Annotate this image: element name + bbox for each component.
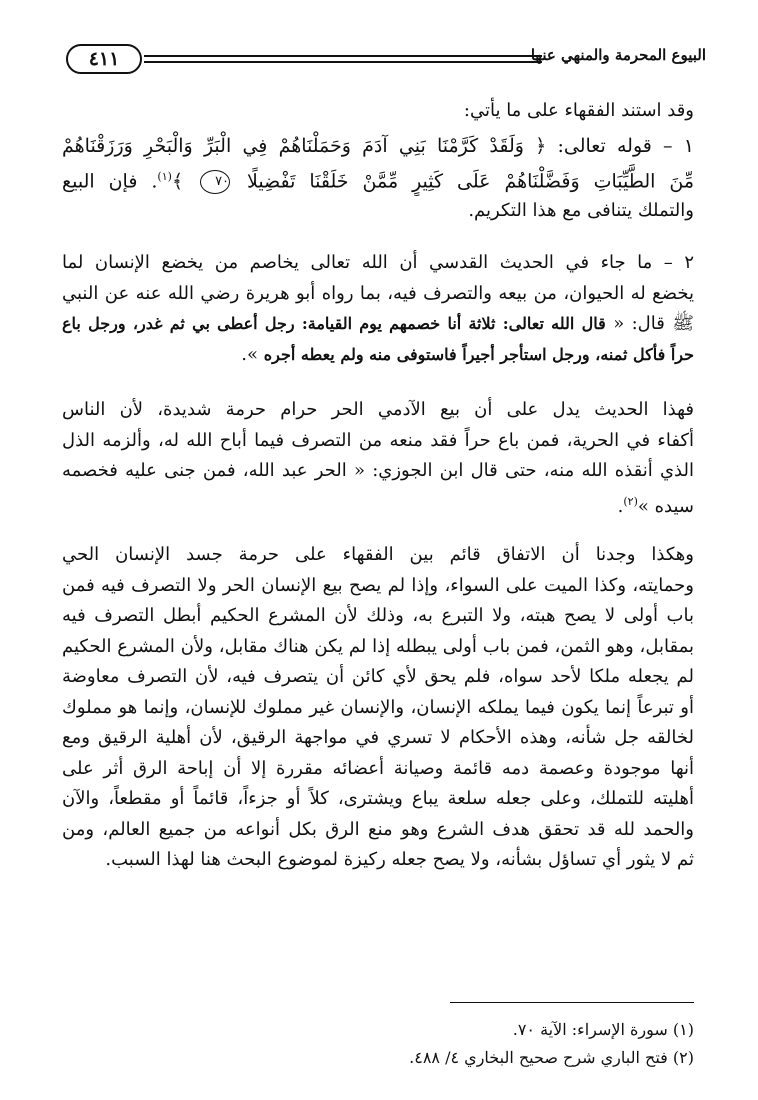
hadith-text-2: حراً فأكل ثمنه، ورجل استأجر أجيراً فاستوفى منه ولم يعطه أجره [263,344,694,364]
page-header [66,40,706,80]
quran-verse-end: مِّنَ الطَّيِّبَاتِ وَفَضَّلْنَاهُمْ عَلَى كَثِيرٍ مِّمَّنْ خَلَقْنَا تَفْضِيلًا [246,169,694,192]
quran-close-bracket: ﴾ [171,169,184,192]
para4-line: بمقابل، وهو الثمن، فمن باب أولى يبطله إذا لم يكن هناك مقابل، ولأن المشرع الحكيم [62,635,694,657]
para3-line1: فهذا الحديث يدل على أن بيع الآدمي الحر حرام حرمة شديدة، لأن الناس [62,399,694,420]
page-number: ٤١١ [66,44,142,74]
para4-line: وحمايته، وكذا الميت على السواء، وإذا لم يصح بيع الإنسان الحر ولا التصرف فيه فمن [62,574,694,596]
header-double-rule [144,55,542,63]
para4-line: أهليته للتملك، وعلى جعله سلعة يباع ويشترى، كلاً أو جزءاً، قائماً أو مقطعاً، والآن [62,788,694,809]
item2-line4 [62,340,694,371]
para4-line: أو تبرعاً إنما يكون فيما يملكه الإنسان، والإنسان غير مملوك للإنسان، وإنما هو مملوك [62,696,694,718]
para3-line4-end: . [617,495,624,517]
hadith-close-quote: ». [241,343,259,365]
item2-line3 [62,309,694,340]
item1-line1: ١ – قوله تعالى: ﴿ وَلَقَدْ كَرَّمْنَا بَنِي آدَمَ وَحَمَلْنَاهُمْ فِي الْبَرِّ وَالْبَحْرِ وَرَزَقْنَاهُمْ [62,135,694,157]
item2-line1: ٢ – ما جاء في الحديث القدسي أن الله تعالى يخاصم من يخضع الإنسان لما [62,252,694,273]
para4-line: ثم لا يثور أي تساؤل بشأنه، ولا يصح جعله ركيزة لموضوع البحث هنا لهذا السبب. [105,849,694,870]
footnote-2: (٢) فتح الباري شرح صحيح البخاري ٤/ ٤٨٨. [409,1048,694,1067]
footnote-separator [450,1002,694,1003]
item1-line3: والتملك يتنافى مع هذا التكريم. [468,200,694,222]
para4-line: لخالقه جل شأنه، وهذه الأحكام لا تسري في مواجهة الرقيق، لأن أهلية الرقيق ومع [62,727,694,748]
footnote-ref-2: (٢) [623,494,638,508]
item1-line2 [62,162,694,197]
paragraph-4 [62,540,694,876]
intro-line: وقد استند الفقهاء على ما يأتي: [463,100,694,121]
ayah-number-mark: ٧٠ [200,170,230,194]
para4-line: والحمد لله قد تحقق هدف الشرع وهو منع الرق بكل أنواعه من جميع العالم، ومن [62,818,694,840]
paragraph-3 [62,395,694,522]
para3-line4-text: سيده » [637,495,694,517]
item1-continuation: . فإن البيع [62,169,158,192]
para3-line4 [62,487,694,523]
footnote-1: (١) سورة الإسراء: الآية ٧٠. [512,1020,694,1039]
intro-paragraph [62,96,694,127]
para4-line: لم يجعله ملكا لأحد سواه، فلم يحق لأي كائن أن يتصرف فيه، لأن التصرف معاوضة [62,666,694,687]
evidence-item-2 [62,248,694,370]
para4-line: وهكذا وجدنا أن الاتفاق قائم بين الفقهاء على حرمة جسد الإنسان الحي [62,544,694,565]
footnote-ref-1: (١) [157,169,172,183]
hadith-text-1: قال الله تعالى: ثلاثة أنا خصمهم يوم القيامة: رجل أعطى بي ثم غدر، ورجل باع [62,314,606,333]
footnotes [62,1016,694,1072]
evidence-item-1 [62,131,694,227]
para4-line: أنها موجودة وعصمة دمه قائمة وصيانة أعضائه مقررة إلا أن إباحة الرق أثر على [62,757,694,779]
running-title: البيوع المحرمة والمنهي عنها [530,46,706,64]
item2-line2: يخضع له الحيوان، من بيعه والتصرف فيه، بما رواه أبو هريرة رضي الله عنه عن النبي [62,282,694,304]
para3-line3: الذي أنقذه الله منه، حتى قال ابن الجوزي: « الحر عبد الله، فمن جنى عليه فخصمه [62,460,694,481]
hadith-intro: ﷺ قال: « [613,313,694,334]
para4-line: باب أولى لا يصح هبته، ولا التبرع به، وذلك لأن المشرع الحكيم أبطل التصرف فيه [62,605,694,626]
para3-line2: أكفاء في الحرية، فمن باع حراً فقد منعه من التصرف فيما أباح الله له، وألزمه الذل [62,429,694,451]
